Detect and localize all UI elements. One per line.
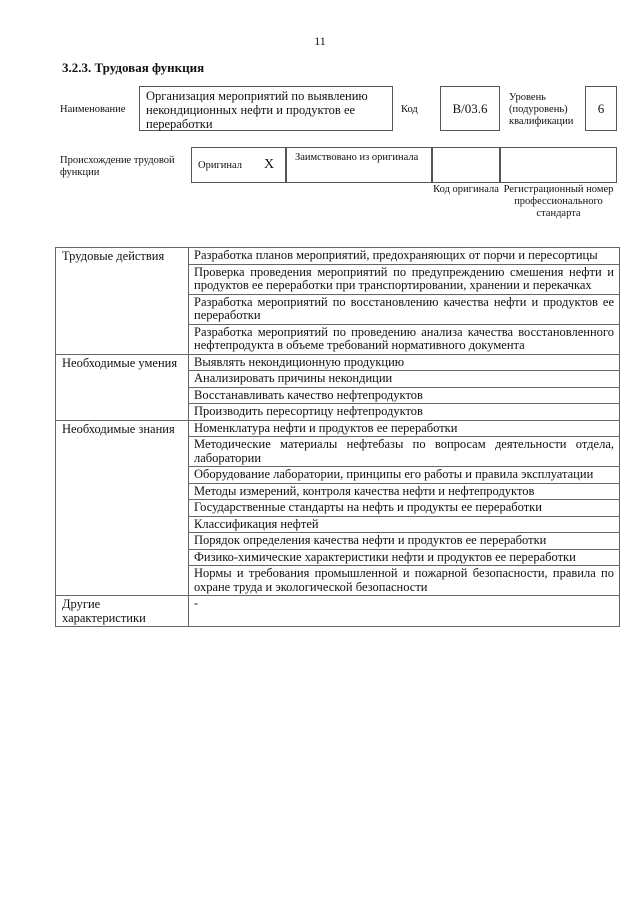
code-caption: Код оригинала <box>433 184 499 195</box>
other-characteristics-label: Другие характеристики <box>56 596 189 627</box>
required-knowledge-item: Классификация нефтей <box>189 516 620 533</box>
required-knowledge-item: Государственные стандарты на нефть и продукты ее переработки <box>189 500 620 517</box>
required-knowledge-item: Методические материалы нефтебазы по вопросам деятельности отдела, лаборатории <box>189 437 620 467</box>
required-skills-item: Производить пересортицу нефтепродуктов <box>189 404 620 421</box>
required-skills-item: Анализировать причины некондиции <box>189 371 620 388</box>
table-row <box>56 420 620 437</box>
original-code-box <box>432 147 500 183</box>
other-characteristics-item: - <box>189 596 620 627</box>
required-knowledge-item: Оборудование лаборатории, принципы его работы и правила эксплуатации <box>189 467 620 484</box>
labor-actions-item: Разработка мероприятий по проведению анализа качества восстановленного нефтепродукта в объеме требований нормативного документа <box>189 324 620 354</box>
labor-actions-item: Разработка мероприятий по восстановлению качества нефти и продуктов ее переработки <box>189 294 620 324</box>
required-knowledge-item: Методы измерений, контроля качества нефти и нефтепродуктов <box>189 483 620 500</box>
table-row <box>56 354 620 371</box>
code-value: В/03.6 <box>452 100 488 116</box>
level-label: Уровень (подуровень) квалификации <box>509 92 574 127</box>
name-value: Организация мероприятий по выявлению некондиционных нефти и продуктов ее переработки <box>146 89 368 131</box>
original-box <box>191 147 286 183</box>
table-row <box>56 248 620 265</box>
borrowed-box <box>286 147 432 183</box>
registration-caption: Регистрационный номер профессионального стандарта <box>503 184 614 219</box>
required-skills-item: Восстанавливать качество нефтепродуктов <box>189 387 620 404</box>
required-knowledge-item: Порядок определения качества нефти и продуктов ее переработки <box>189 533 620 550</box>
required-knowledge-item: Номенклатура нефти и продуктов ее переработки <box>189 420 620 437</box>
required-skills-label: Необходимые умения <box>56 354 189 420</box>
name-label: Наименование <box>60 104 126 115</box>
section-title: 3.2.3. Трудовая функция <box>62 60 205 75</box>
labor-actions-item: Разработка планов мероприятий, предохраняющих от порчи и пересортицы <box>189 248 620 265</box>
page-number: 11 <box>314 34 326 48</box>
level-box <box>585 86 617 131</box>
required-skills-item: Выявлять некондиционную продукцию <box>189 354 620 371</box>
level-value: 6 <box>597 100 605 116</box>
required-knowledge-label: Необходимые знания <box>56 420 189 596</box>
original-label: Оригинал <box>198 160 242 171</box>
origin-label: Происхождение трудовой функции <box>60 155 175 178</box>
code-box <box>440 86 500 131</box>
original-mark: X <box>264 157 275 172</box>
required-knowledge-item: Физико-химические характеристики нефти и продуктов ее переработки <box>189 549 620 566</box>
borrowed-label: Заимствовано из оригинала <box>295 152 419 163</box>
labor-actions-item: Проверка проведения мероприятий по предупреждению смешения нефти и продуктов ее переработки при транспортировании, хранении и перекачках <box>189 264 620 294</box>
name-box <box>139 86 393 131</box>
required-knowledge-item: Нормы и требования промышленной и пожарной безопасности, правила по охране труда и экологической безопасности <box>189 566 620 596</box>
code-label: Код <box>401 104 418 115</box>
registration-number-box <box>500 147 617 183</box>
labor-function-table <box>55 247 620 627</box>
labor-actions-label: Трудовые действия <box>56 248 189 355</box>
table-row <box>56 596 620 627</box>
